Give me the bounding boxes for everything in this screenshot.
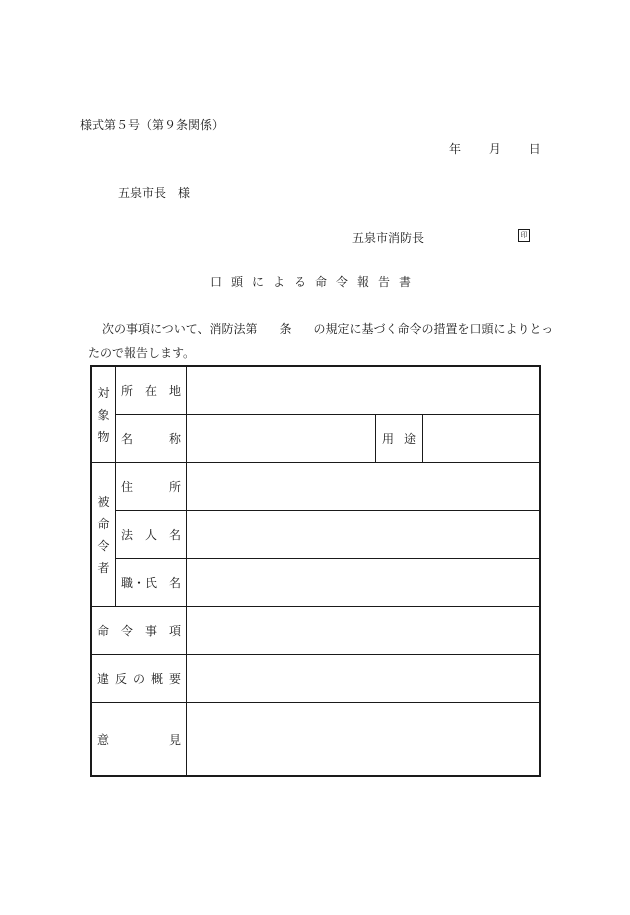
ordered-person-group-label: 被 命 令 者 [92,463,116,607]
corporation-name-label: 法 人 名 [116,511,187,559]
opinion-label: 意 見 [92,703,187,775]
document-title: 口頭による命令報告書 [209,275,420,289]
date-line [449,140,541,157]
position-name-label: 職・氏 名 [116,559,187,607]
usage-field[interactable] [423,415,539,463]
address-field[interactable] [187,463,539,511]
violation-summary-field[interactable] [187,655,539,703]
body-text-part1: 次の事項について、消防法第 [102,322,258,336]
usage-label: 用 途 [376,415,423,463]
date-month-label: 月 [488,142,501,156]
addressee [118,184,190,201]
addressee-suffix: 様 [178,186,191,200]
violation-summary-label: 違 反 の 概 要 [92,655,187,703]
form-number: 様式第５号（第９条関係） [80,118,225,132]
date-day-label: 日 [528,142,541,156]
opinion-field[interactable] [187,703,539,775]
name-label: 名 称 [116,415,187,463]
location-label: 所 在 地 [116,367,187,415]
addressee-name: 五泉市長 [118,186,167,200]
target-group-label: 対 象 物 [92,367,116,463]
body-text [88,317,558,365]
seal-mark: 印 [518,229,530,242]
location-field[interactable] [187,367,539,415]
order-matters-field[interactable] [187,607,539,655]
report-table [90,365,541,777]
order-matters-label: 命 令 事 項 [92,607,187,655]
date-year-label: 年 [449,142,462,156]
name-field[interactable] [187,415,376,463]
body-text-part3: の規定に基づく命令の措置を口頭によりとったので報告します。 [88,322,554,360]
corporation-name-field[interactable] [187,511,539,559]
sender: 五泉市消防長 [352,231,425,245]
address-label: 住 所 [116,463,187,511]
body-text-part2: 条 [279,322,292,336]
position-name-field[interactable] [187,559,539,607]
